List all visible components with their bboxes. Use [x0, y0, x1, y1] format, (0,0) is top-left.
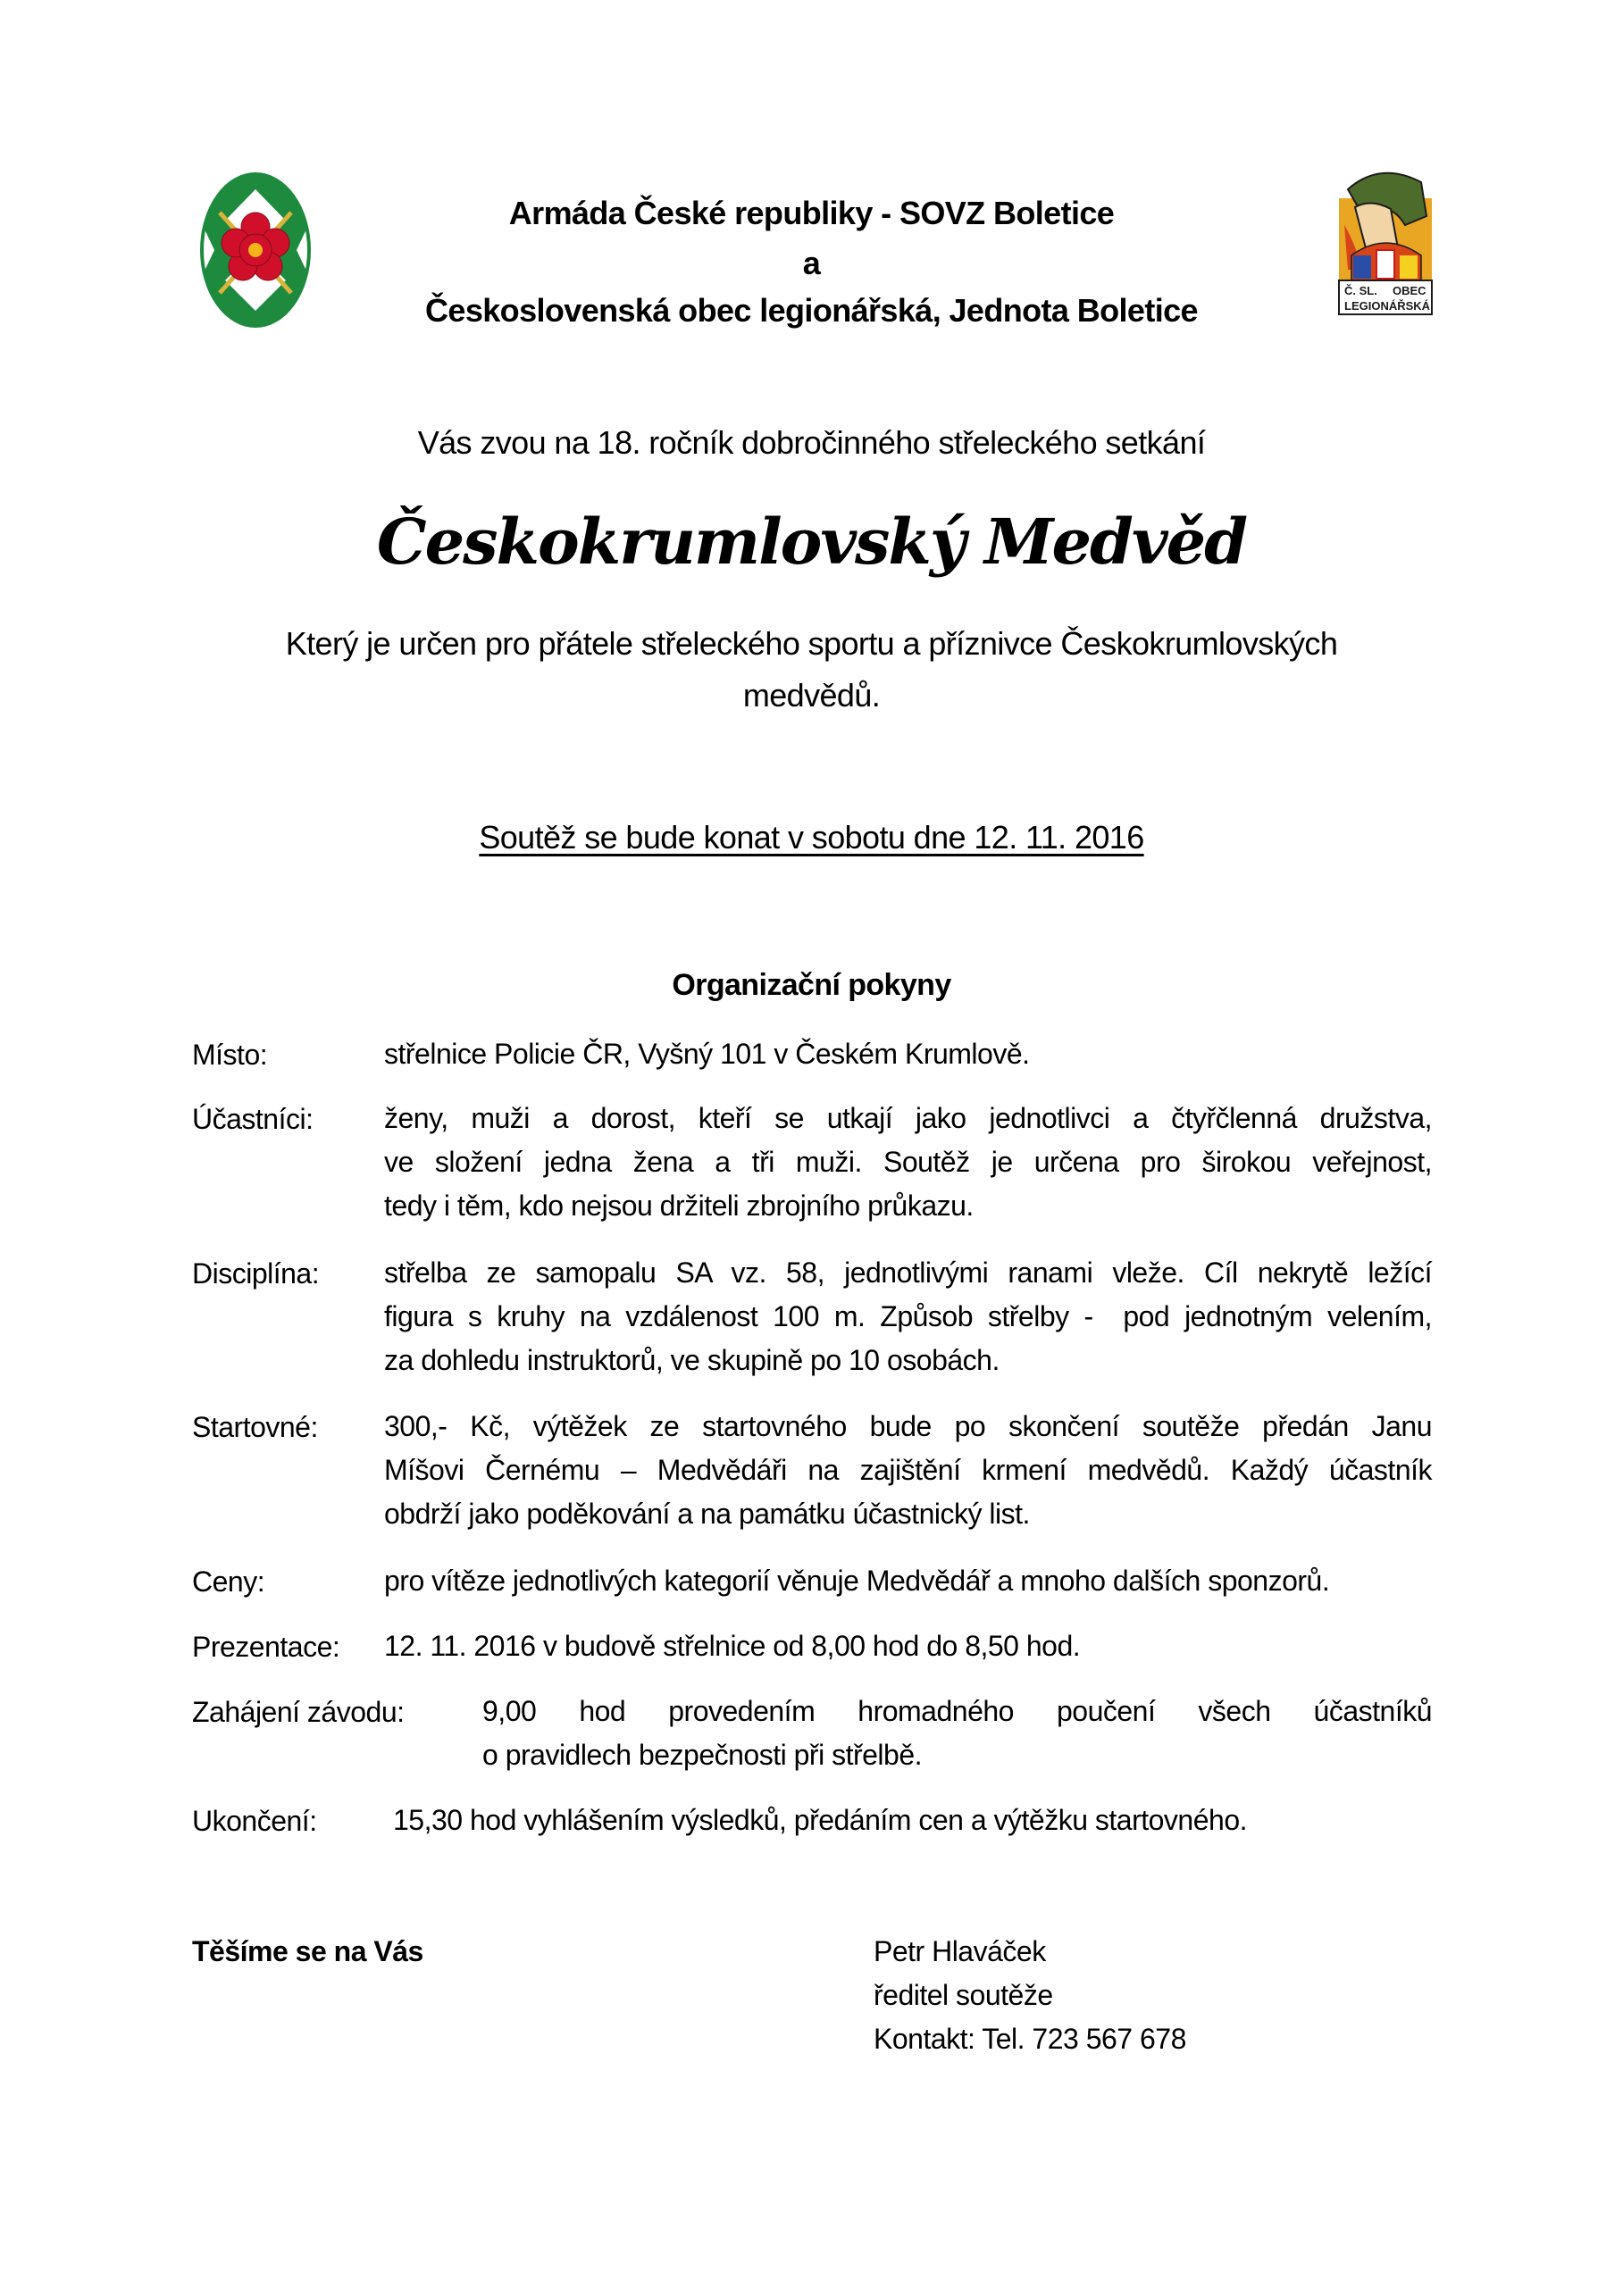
label-prezentace: Prezentace:	[192, 1631, 340, 1663]
logo-text-legionarska: LEGIONÁŘSKÁ	[1344, 299, 1431, 313]
value-zahajeni-line: o pravidlech bezpečnosti při střelbě.	[482, 1739, 922, 1771]
event-title: Českokrumlovský Medvěd	[376, 505, 1247, 579]
label-misto: Místo:	[192, 1039, 268, 1071]
organizer-line-1: Armáda České republiky - SOVZ Boletice	[508, 195, 1115, 231]
value-disciplina	[384, 1251, 1432, 1382]
value-prezentace: 12. 11. 2016 v budově střelnice od 8,00 hod do 8,50 hod.	[384, 1630, 1081, 1662]
label-ukonceni: Ukončení:	[192, 1805, 317, 1837]
purpose-line-1: Který je určen pro přátele střeleckého sportu a příznivce Českokrumlovských	[285, 625, 1338, 662]
purpose-line-2: medvědů.	[742, 677, 881, 714]
value-ukonceni: 15,30 hod vyhlášením výsledků, předáním cen a výtěžku startovného.	[393, 1804, 1247, 1836]
signature-role: ředitel soutěže	[874, 1979, 1053, 2011]
logo-text-obec: OBEC	[1393, 284, 1426, 297]
label-zahajeni: Zahájení závodu:	[192, 1696, 405, 1728]
label-ceny: Ceny:	[192, 1565, 265, 1598]
value-ucastnici	[384, 1097, 1432, 1228]
value-startovne-line: obdrží jako poděkování a na památku účastnický list.	[384, 1498, 1030, 1530]
value-startovne-line: 300,- Kč, výtěžek ze startovného bude po skončení soutěže předán Janu	[384, 1410, 1432, 1442]
value-startovne-line: Míšovi Černému – Medvědáři na zajištění krmení medvědů. Každý účastník	[384, 1454, 1432, 1486]
value-disciplina-line: za dohledu instruktorů, ve skupině po 10 osobách.	[384, 1344, 1000, 1376]
value-ucastnici-line: ve složení jedna žena a tři muži. Soutěž je určena pro širokou veřejnost,	[384, 1146, 1432, 1178]
label-ucastnici: Účastníci:	[192, 1103, 314, 1135]
value-ucastnici-line: tedy i těm, kdo nejsou držiteli zbrojního průkazu.	[384, 1190, 974, 1222]
value-ucastnici-line: ženy, muži a dorost, kteří se utkají jako jednotlivci a čtyřčlenná družstva,	[384, 1102, 1432, 1134]
value-disciplina-line: figura s kruhy na vzdálenost 100 m. Způsob střelby - pod jednotným velením,	[384, 1300, 1432, 1332]
value-startovne	[384, 1405, 1432, 1536]
organizer-line-2: Československá obec legionářská, Jednota Boletice	[425, 292, 1198, 329]
label-disciplina: Disciplína:	[192, 1257, 320, 1290]
value-disciplina-line: střelba ze samopalu SA vz. 58, jednotlivými ranami vleže. Cíl nekrytě ležící	[384, 1257, 1432, 1289]
date-line	[0, 819, 1623, 856]
value-zahajeni	[482, 1690, 1432, 1777]
closing-greeting: Těšíme se na Vás	[192, 1935, 423, 1967]
section-title: Organizační pokyny	[672, 968, 951, 1002]
logo-text-csl: Č. SL.	[1344, 284, 1377, 297]
signature-name: Petr Hlaváček	[874, 1935, 1046, 1967]
value-misto: střelnice Policie ČR, Vyšný 101 v Českém Krumlově.	[384, 1038, 1030, 1070]
value-ceny: pro vítěze jednotlivých kategorií věnuje Medvědář a mnoho dalších sponzorů.	[384, 1565, 1330, 1597]
value-zahajeni-line: 9,00 hod provedením hromadného poučení všech účastníků	[482, 1695, 1432, 1727]
label-startovne: Startovné:	[192, 1411, 318, 1443]
date-line-text: Soutěž se bude konat v sobotu dne 12. 11. 2016	[479, 819, 1144, 856]
organizer-conjunction: a	[802, 245, 821, 281]
signature-contact: Kontakt: Tel. 723 567 678	[874, 2023, 1186, 2055]
invitation-line: Vás zvou na 18. ročník dobročinného střeleckého setkání	[417, 424, 1206, 461]
